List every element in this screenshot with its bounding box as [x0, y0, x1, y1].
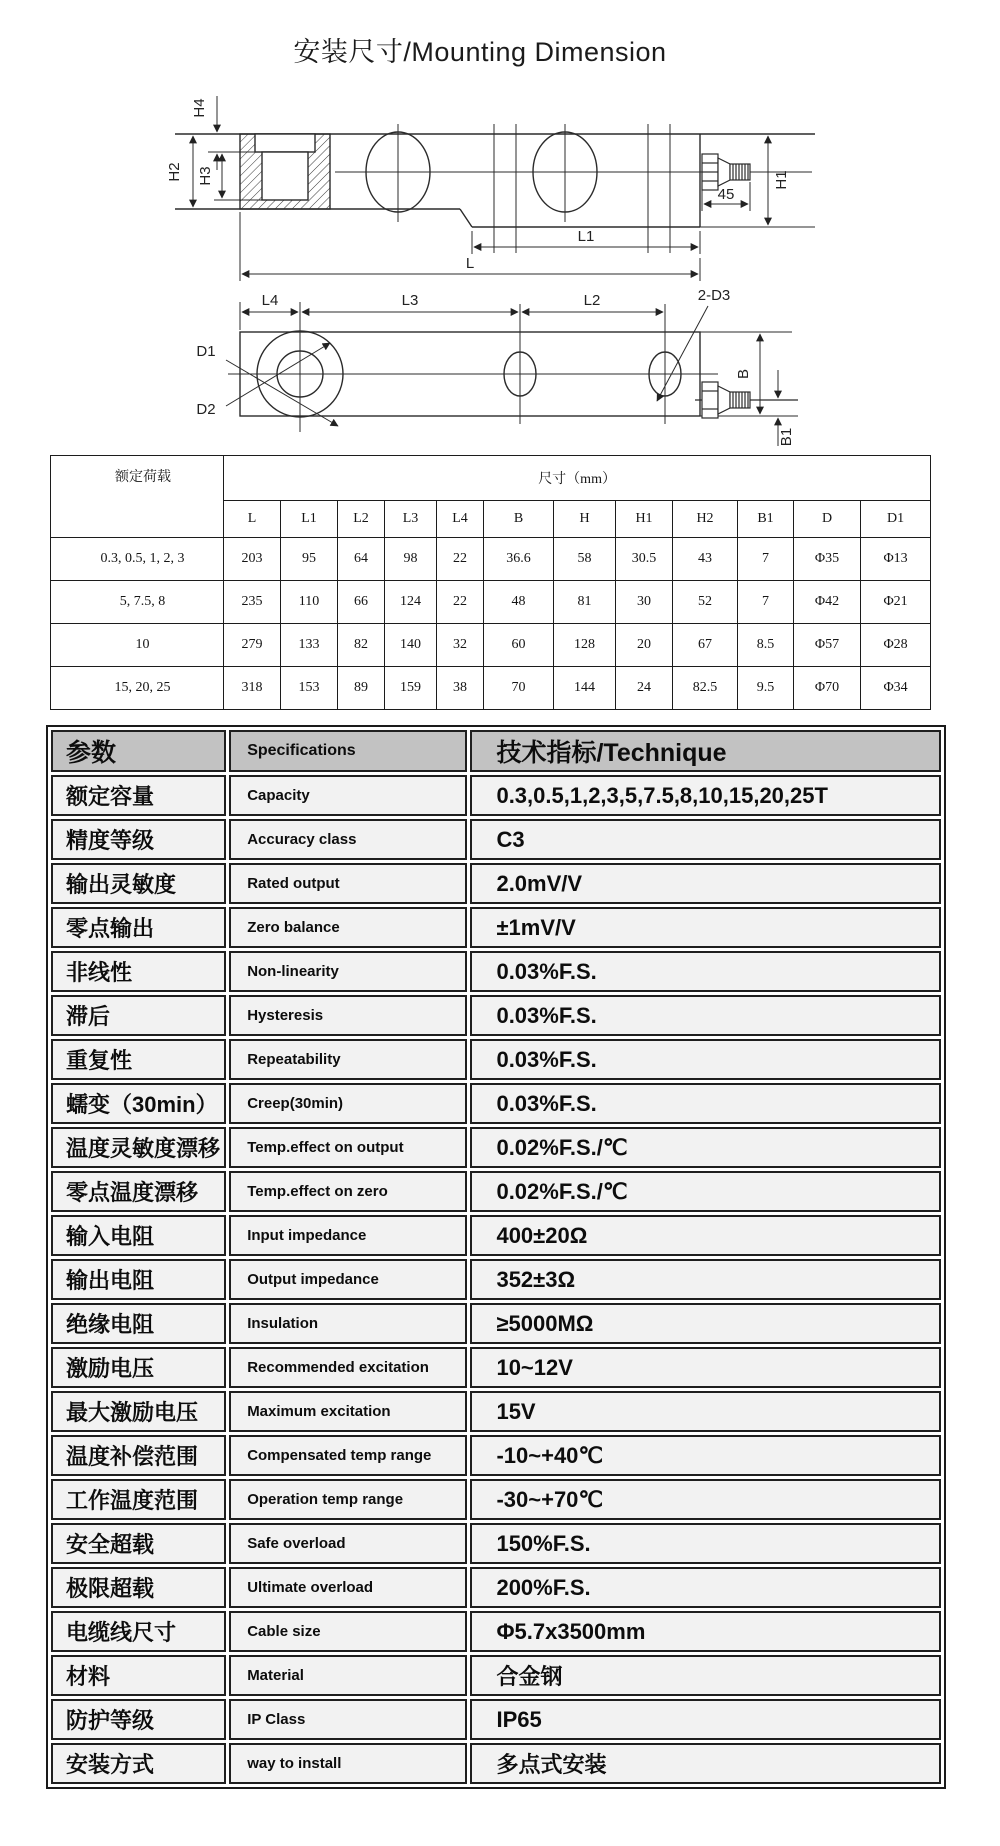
dim-label-l3: L3: [401, 292, 419, 309]
dim-col-header-L2: L2: [338, 501, 385, 538]
spec-spec-cell: Ultimate overload: [229, 1567, 467, 1608]
spec-value-cell: ≥5000MΩ: [470, 1303, 941, 1344]
spec-value-cell: 多点式安装: [470, 1743, 941, 1784]
spec-value-cell: -30~+70℃: [470, 1479, 941, 1520]
spec-table-row: [51, 1479, 941, 1520]
spec-value-cell: 2.0mV/V: [470, 863, 941, 904]
spec-value-cell: Φ5.7x3500mm: [470, 1611, 941, 1652]
dim-label-d2: D2: [196, 401, 216, 418]
spec-value-cell: ±1mV/V: [470, 907, 941, 948]
dim-value-cell: Φ21: [861, 581, 931, 624]
spec-spec-cell: Material: [229, 1655, 467, 1696]
dim-value-cell: 7: [738, 538, 794, 581]
spec-value-cell: 0.03%F.S.: [470, 1083, 941, 1124]
dim-header-load: 额定荷载: [51, 456, 224, 538]
dim-load-cell: 10: [51, 624, 224, 667]
dim-value-cell: 133: [281, 624, 338, 667]
spec-param-cell: 温度补偿范围: [51, 1435, 226, 1476]
spec-spec-cell: Accuracy class: [229, 819, 467, 860]
dim-table-row: [51, 538, 931, 581]
dim-load-cell: 15, 20, 25: [51, 667, 224, 710]
dim-value-cell: 58: [554, 538, 616, 581]
spec-spec-cell: Output impedance: [229, 1259, 467, 1300]
spec-spec-cell: Non-linearity: [229, 951, 467, 992]
spec-value-cell: 合金钢: [470, 1655, 941, 1696]
spec-spec-cell: Safe overload: [229, 1523, 467, 1564]
spec-spec-cell: Hysteresis: [229, 995, 467, 1036]
dim-value-cell: 20: [616, 624, 673, 667]
spec-param-cell: 工作温度范围: [51, 1479, 226, 1520]
dim-label-l: L: [465, 255, 475, 272]
dim-value-cell: 140: [385, 624, 437, 667]
dim-value-cell: 30: [616, 581, 673, 624]
spec-spec-cell: Operation temp range: [229, 1479, 467, 1520]
dim-col-header-L: L: [224, 501, 281, 538]
dim-label-45: 45: [717, 186, 735, 203]
spec-spec-cell: Zero balance: [229, 907, 467, 948]
spec-table-row: [51, 1171, 941, 1212]
dim-col-header-B1: B1: [738, 501, 794, 538]
spec-param-cell: 精度等级: [51, 819, 226, 860]
spec-spec-cell: Rated output: [229, 863, 467, 904]
spec-param-cell: 激励电压: [51, 1347, 226, 1388]
spec-param-cell: 绝缘电阻: [51, 1303, 226, 1344]
spec-header-param: 参数: [51, 730, 226, 772]
spec-table-row: [51, 1699, 941, 1740]
spec-table-row: [51, 1127, 941, 1168]
dim-col-header-L4: L4: [437, 501, 484, 538]
spec-table-row: [51, 1435, 941, 1476]
spec-table-row: [51, 819, 941, 860]
dim-value-cell: 22: [437, 538, 484, 581]
spec-param-cell: 滞后: [51, 995, 226, 1036]
dim-label-l2: L2: [583, 292, 601, 309]
dim-label-2d3: 2-D3: [697, 287, 731, 304]
dim-value-cell: 144: [554, 667, 616, 710]
dim-label-l1: L1: [577, 228, 595, 245]
spec-value-cell: 0.02%F.S./℃: [470, 1171, 941, 1212]
dim-value-cell: 318: [224, 667, 281, 710]
dim-value-cell: 8.5: [738, 624, 794, 667]
dim-col-header-L3: L3: [385, 501, 437, 538]
spec-param-cell: 温度灵敏度漂移: [51, 1127, 226, 1168]
spec-table-row: [51, 907, 941, 948]
dim-load-cell: 5, 7.5, 8: [51, 581, 224, 624]
dim-col-header-H1: H1: [616, 501, 673, 538]
spec-spec-cell: Temp.effect on zero: [229, 1171, 467, 1212]
spec-param-cell: 输出电阻: [51, 1259, 226, 1300]
dim-value-cell: 128: [554, 624, 616, 667]
dim-value-cell: 9.5: [738, 667, 794, 710]
spec-param-cell: 极限超载: [51, 1567, 226, 1608]
spec-spec-cell: Input impedance: [229, 1215, 467, 1256]
dim-value-cell: 70: [484, 667, 554, 710]
cable-connector-side: [702, 154, 750, 190]
dim-value-cell: 7: [738, 581, 794, 624]
dim-value-cell: Φ13: [861, 538, 931, 581]
dim-value-cell: 30.5: [616, 538, 673, 581]
dim-label-h2: H2: [166, 162, 183, 182]
spec-spec-cell: Insulation: [229, 1303, 467, 1344]
spec-table-row: [51, 951, 941, 992]
dim-value-cell: 24: [616, 667, 673, 710]
dim-col-header-L1: L1: [281, 501, 338, 538]
spec-param-cell: 零点温度漂移: [51, 1171, 226, 1212]
dim-value-cell: 38: [437, 667, 484, 710]
dim-value-cell: 67: [673, 624, 738, 667]
page-title: 安装尺寸/Mounting Dimension: [293, 37, 667, 67]
spec-value-cell: 200%F.S.: [470, 1567, 941, 1608]
spec-spec-cell: Cable size: [229, 1611, 467, 1652]
dim-value-cell: 203: [224, 538, 281, 581]
spec-table-row: [51, 1039, 941, 1080]
dim-value-cell: 159: [385, 667, 437, 710]
spec-table-row: [51, 863, 941, 904]
dim-value-cell: 66: [338, 581, 385, 624]
spec-table-row: [51, 1391, 941, 1432]
dim-value-cell: 279: [224, 624, 281, 667]
spec-table-row: [51, 1215, 941, 1256]
dim-label-h1: H1: [773, 170, 790, 190]
dim-label-d1: D1: [196, 343, 216, 360]
spec-param-cell: 蠕变（30min）: [51, 1083, 226, 1124]
dim-col-header-D: D: [794, 501, 861, 538]
spec-param-cell: 材料: [51, 1655, 226, 1696]
dim-value-cell: 82: [338, 624, 385, 667]
dim-value-cell: 22: [437, 581, 484, 624]
dim-value-cell: Φ34: [861, 667, 931, 710]
spec-table-row: [51, 1743, 941, 1784]
spec-table-row: [51, 1347, 941, 1388]
spec-param-cell: 输入电阻: [51, 1215, 226, 1256]
spec-param-cell: 安装方式: [51, 1743, 226, 1784]
spec-table-row: [51, 1523, 941, 1564]
dim-label-b: B: [735, 368, 752, 380]
dim-label-h4: H4: [191, 98, 208, 118]
spec-value-cell: 352±3Ω: [470, 1259, 941, 1300]
dim-value-cell: 235: [224, 581, 281, 624]
spec-value-cell: 0.03%F.S.: [470, 1039, 941, 1080]
dim-value-cell: 124: [385, 581, 437, 624]
dim-value-cell: Φ28: [861, 624, 931, 667]
spec-spec-cell: Recommended excitation: [229, 1347, 467, 1388]
dim-value-cell: 60: [484, 624, 554, 667]
spec-spec-cell: Capacity: [229, 775, 467, 816]
spec-value-cell: 15V: [470, 1391, 941, 1432]
spec-param-cell: 额定容量: [51, 775, 226, 816]
dim-value-cell: 32: [437, 624, 484, 667]
spec-table-row: [51, 1083, 941, 1124]
dim-value-cell: 95: [281, 538, 338, 581]
dim-col-header-D1: D1: [861, 501, 931, 538]
dim-value-cell: Φ57: [794, 624, 861, 667]
dim-value-cell: 36.6: [484, 538, 554, 581]
side-view: [166, 96, 815, 281]
spec-value-cell: IP65: [470, 1699, 941, 1740]
dim-value-cell: Φ70: [794, 667, 861, 710]
dim-header-size: 尺寸（mm）: [224, 456, 931, 501]
spec-spec-cell: Temp.effect on output: [229, 1127, 467, 1168]
dim-value-cell: 110: [281, 581, 338, 624]
mounting-dimension-drawing: [0, 0, 1000, 460]
dim-load-cell: 0.3, 0.5, 1, 2, 3: [51, 538, 224, 581]
dim-value-cell: Φ42: [794, 581, 861, 624]
dim-label-b1: B1: [778, 427, 795, 447]
spec-value-cell: C3: [470, 819, 941, 860]
spec-value-cell: 0.3,0.5,1,2,3,5,7.5,8,10,15,20,25T: [470, 775, 941, 816]
dim-value-cell: 81: [554, 581, 616, 624]
spec-value-cell: 0.03%F.S.: [470, 995, 941, 1036]
dim-label-l4: L4: [261, 292, 279, 309]
dim-value-cell: 82.5: [673, 667, 738, 710]
dim-col-header-H: H: [554, 501, 616, 538]
spec-header-spec: Specifications: [229, 730, 467, 772]
spec-spec-cell: way to install: [229, 1743, 467, 1784]
spec-param-cell: 重复性: [51, 1039, 226, 1080]
spec-spec-cell: Compensated temp range: [229, 1435, 467, 1476]
dim-value-cell: 48: [484, 581, 554, 624]
spec-spec-cell: Maximum excitation: [229, 1391, 467, 1432]
dim-col-header-B: B: [484, 501, 554, 538]
spec-header-value: 技术指标/Technique: [470, 730, 941, 772]
dim-table-row: [51, 581, 931, 624]
spec-value-cell: -10~+40℃: [470, 1435, 941, 1476]
spec-param-cell: 电缆线尺寸: [51, 1611, 226, 1652]
dim-value-cell: Φ35: [794, 538, 861, 581]
dim-value-cell: 153: [281, 667, 338, 710]
spec-table-row: [51, 1567, 941, 1608]
spec-table-row: [51, 775, 941, 816]
dim-value-cell: 64: [338, 538, 385, 581]
spec-table-row: [51, 1259, 941, 1300]
spec-table-row: [51, 1303, 941, 1344]
spec-value-cell: 0.03%F.S.: [470, 951, 941, 992]
dim-value-cell: 98: [385, 538, 437, 581]
top-view: [196, 287, 798, 446]
spec-spec-cell: Creep(30min): [229, 1083, 467, 1124]
spec-param-cell: 零点输出: [51, 907, 226, 948]
spec-spec-cell: Repeatability: [229, 1039, 467, 1080]
dim-col-header-H2: H2: [673, 501, 738, 538]
spec-table: [46, 725, 946, 1789]
spec-param-cell: 防护等级: [51, 1699, 226, 1740]
dim-table-row: [51, 624, 931, 667]
dim-table-row: [51, 667, 931, 710]
spec-value-cell: 150%F.S.: [470, 1523, 941, 1564]
spec-value-cell: 400±20Ω: [470, 1215, 941, 1256]
dim-value-cell: 43: [673, 538, 738, 581]
spec-param-cell: 输出灵敏度: [51, 863, 226, 904]
spec-param-cell: 安全超载: [51, 1523, 226, 1564]
dim-label-h3: H3: [197, 166, 214, 186]
spec-spec-cell: IP Class: [229, 1699, 467, 1740]
dimension-table: [50, 455, 931, 710]
dim-value-cell: 52: [673, 581, 738, 624]
spec-table-row: [51, 995, 941, 1036]
dim-value-cell: 89: [338, 667, 385, 710]
spec-param-cell: 非线性: [51, 951, 226, 992]
spec-table-row: [51, 1611, 941, 1652]
spec-value-cell: 0.02%F.S./℃: [470, 1127, 941, 1168]
spec-table-row: [51, 1655, 941, 1696]
spec-header-row: [51, 730, 941, 772]
spec-param-cell: 最大激励电压: [51, 1391, 226, 1432]
spec-value-cell: 10~12V: [470, 1347, 941, 1388]
